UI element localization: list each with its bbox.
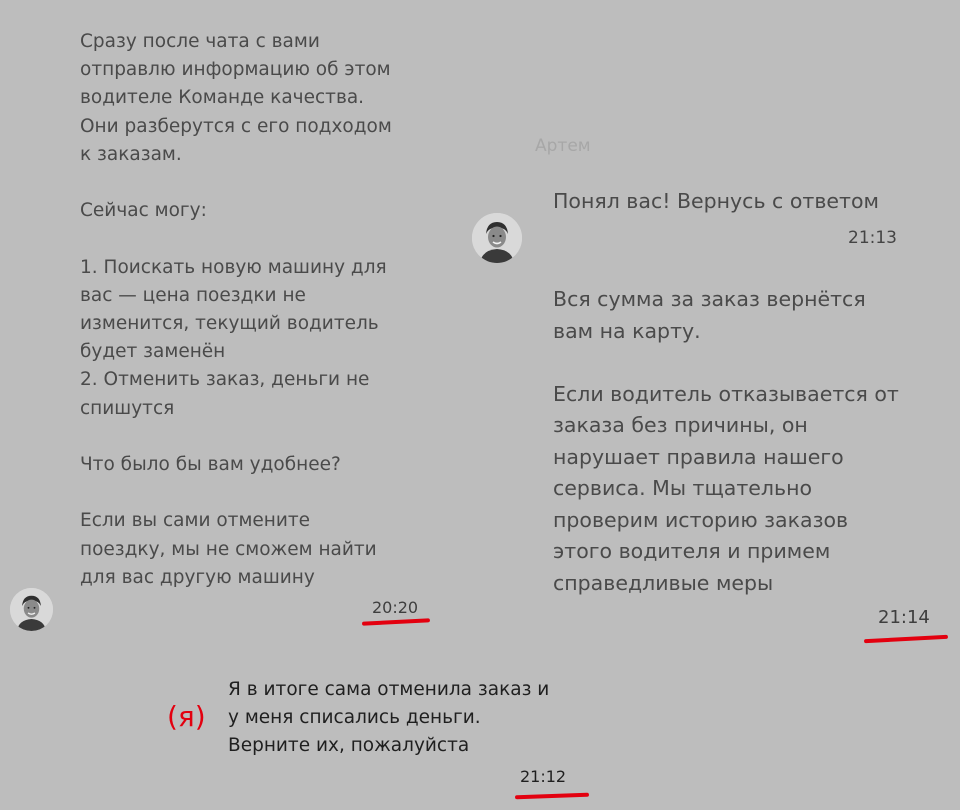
- support-message-text: Сразу после чата с вами отправлю информацию об этом водителе Команде качества. Они разберутся с его подходом к заказам. Сейчас могу: 1. Поискать новую машину для вас — цена поездки не изменится, текущий водитель будет заменён 2. Отменить заказ, деньги не спишутся Что было бы вам удобнее? Если вы сами отмените поездку, мы не сможем найти для вас другую машину: [80, 31, 392, 588]
- message-time: 21:13: [848, 228, 897, 248]
- support-avatar[interactable]: [472, 213, 522, 263]
- support-avatar[interactable]: [10, 588, 53, 631]
- message-time: 21:14: [878, 607, 930, 628]
- user-message-text: Я в итоге сама отменила заказ и у меня списались деньги. Верните их, пожалуйста: [228, 679, 550, 756]
- avatar-photo-icon: [10, 588, 53, 631]
- sender-name: Артем: [535, 136, 591, 156]
- red-underline-annotation: [515, 793, 589, 800]
- avatar-photo-icon: [472, 213, 522, 263]
- message-time: 21:12: [520, 767, 567, 786]
- red-underline-annotation: [864, 635, 948, 643]
- support-message-text: Вся сумма за заказ вернётся вам на карту. Если водитель отказывается от заказа без причины, он нарушает правила нашего сервиса. Мы тщательно проверим историю заказов этого водителя и примем справедливые меры: [553, 287, 899, 595]
- support-message-text: Понял вас! Вернусь с ответом: [553, 189, 879, 213]
- message-time: 20:20: [372, 598, 419, 617]
- me-annotation-label: (я): [167, 700, 206, 733]
- red-underline-annotation: [362, 618, 430, 626]
